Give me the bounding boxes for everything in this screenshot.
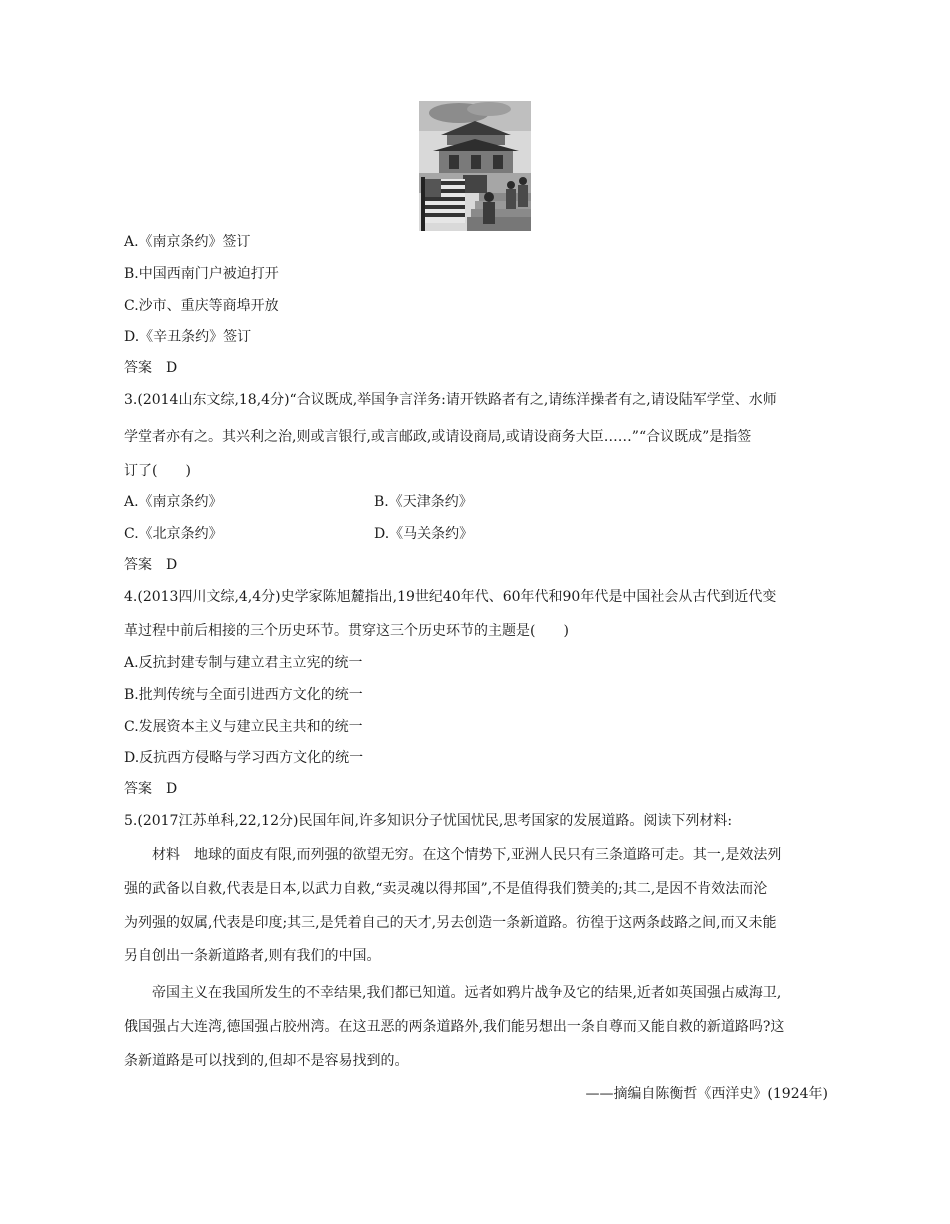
q4-option-c: C.发展资本主义与建立民主共和的统一: [124, 719, 363, 735]
q5-material-line: 材料 地球的面皮有限,而列强的欲望无穷。在这个情势下,亚洲人民只有三条道路可走。其一,是效法列: [152, 847, 782, 863]
q2-option-a: A.《南京条约》签订: [124, 234, 251, 250]
q3-option-c: C.《北京条约》: [124, 526, 223, 542]
q3-stem-line: 订了( ): [124, 463, 191, 479]
q4-stem-line: 革过程中前后相接的三个历史环节。贯穿这三个历史环节的主题是( ): [124, 623, 569, 639]
q2-option-d: D.《辛丑条约》签订: [124, 329, 252, 345]
q5-material-line: 帝国主义在我国所发生的不幸结果,我们都已知道。远者如鸦片战争及它的结果,近者如英国强占威海卫,: [152, 985, 782, 1001]
q4-option-d: D.反抗西方侵略与学习西方文化的统一: [124, 750, 364, 766]
q2-option-b: B.中国西南门户被迫打开: [124, 266, 279, 282]
historical-photo: [419, 101, 531, 231]
q5-stem: 5.(2017江苏单科,22,12分)民国年间,许多知识分子忧国忧民,思考国家的发展道路。阅读下列材料:: [124, 813, 733, 829]
q4-option-b: B.批判传统与全面引进西方文化的统一: [124, 687, 363, 703]
q4-answer: 答案 D: [124, 781, 178, 797]
q4-option-a: A.反抗封建专制与建立君主立宪的统一: [124, 655, 363, 671]
q5-material-line: 俄国强占大连湾,德国强占胶州湾。在这丑恶的两条道路外,我们能另想出一条自尊而又能自救的新道路吗?这: [124, 1019, 785, 1035]
q4-stem-line: 4.(2013四川文综,4,4分)史学家陈旭麓指出,19世纪40年代、60年代和90年代是中国社会从古代到近代变: [124, 589, 777, 605]
q3-option-d: D.《马关条约》: [374, 526, 474, 542]
q5-material-line: 条新道路是可以找到的,但却不是容易找到的。: [124, 1053, 409, 1069]
q3-option-b: B.《天津条约》: [374, 494, 473, 510]
q3-stem-line: 学堂者亦有之。其兴利之治,则或言银行,或言邮政,或请设商局,或请设商务大臣……”“合议既成”是指签: [124, 429, 752, 445]
q5-material-line: 强的武备以自救,代表是日本,以武力自救,“卖灵魂以得邦国”,不是值得我们赞美的;其二,是因不肯效法而沦: [124, 881, 768, 897]
q5-source-citation: ——摘编自陈衡哲《西洋史》(1924年): [585, 1086, 828, 1102]
q3-stem-line: 3.(2014山东文综,18,4分)“合议既成,举国争言洋务:请开铁路者有之,请练洋操者有之,请设陆军学堂、水师: [124, 392, 777, 408]
q2-answer: 答案 D: [124, 360, 178, 376]
q3-option-a: A.《南京条约》: [124, 494, 223, 510]
q3-answer: 答案 D: [124, 557, 178, 573]
q5-material-line: 另自创出一条新道路者,则有我们的中国。: [124, 948, 381, 964]
q2-option-c: C.沙市、重庆等商埠开放: [124, 298, 279, 314]
q5-material-line: 为列强的奴属,代表是印度;其三,是凭着自己的天才,另去创造一条新道路。彷徨于这两条歧路之间,而又未能: [124, 915, 777, 931]
